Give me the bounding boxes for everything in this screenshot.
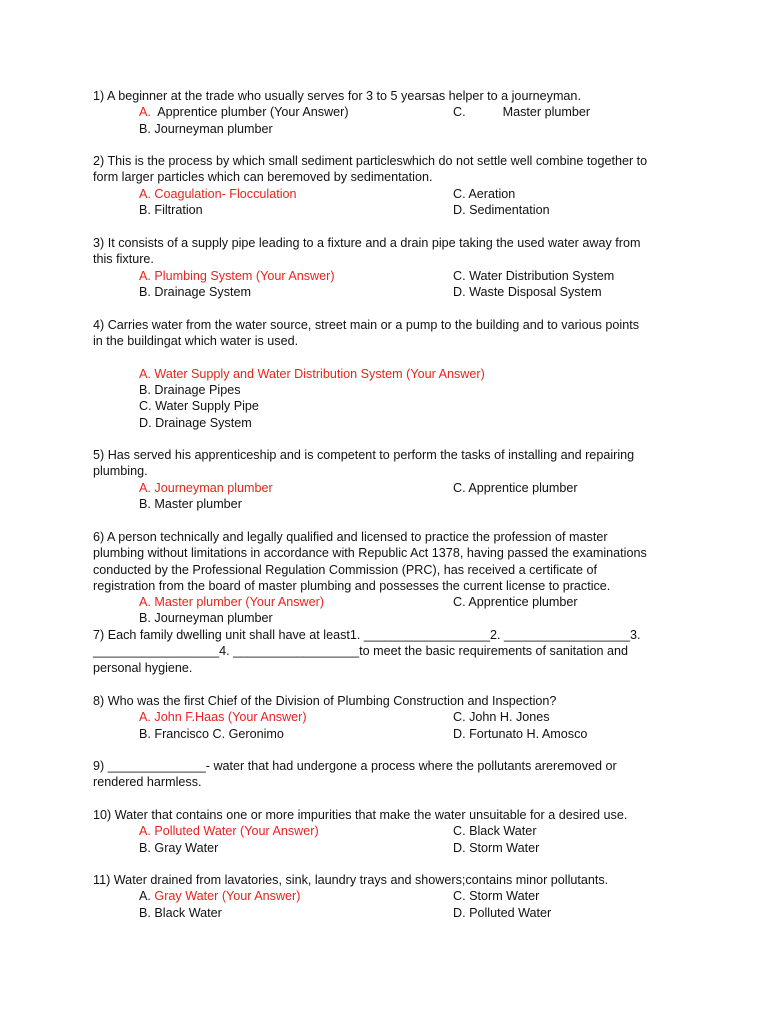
question-1-option-c (453, 104, 683, 120)
question-4-option-c: C. Water Supply Pipe (139, 399, 259, 414)
question-6-option-b: B. Journeyman plumber (139, 611, 273, 626)
question-8-option-a: A. John F.Haas (Your Answer) (139, 710, 307, 725)
option-a-text: Apprentice plumber (Your Answer) (157, 105, 349, 120)
question-10-option-a: A. Polluted Water (Your Answer) (139, 824, 319, 839)
question-5-option-b: B. Master plumber (139, 496, 242, 511)
question-6-option-c: C. Apprentice plumber (453, 595, 578, 610)
question-10-option-c: C. Black Water (453, 824, 537, 839)
question-4-option-d: D. Drainage System (139, 415, 252, 430)
question-2-stem-line-2: form larger particles which can beremoved by sedimentation. (93, 170, 433, 185)
question-8-stem: 8) Who was the first Chief of the Division of Plumbing Construction and Inspection? (93, 694, 557, 708)
question-6-stem-line-2: plumbing without limitations in accordance with Republic Act 1378, having passed the examinations (93, 546, 647, 561)
question-3-option-d: D. Waste Disposal System (453, 284, 602, 299)
question-1-stem: 1) A beginner at the trade who usually serves for 3 to 5 yearsas helper to a journeyman. (93, 89, 581, 103)
question-6-stem-line-4: registration from the board of master plumbing and possesses the current license to practice. (93, 578, 611, 593)
question-2-stem-line-1: 2) This is the process by which small sediment particleswhich do not settle well combine together to (93, 154, 648, 168)
question-5 (93, 447, 683, 512)
question-3-stem-line-1: 3) It consists of a supply pipe leading to a fixture and a drain pipe taking the used water away from (93, 236, 641, 250)
question-5-option-a: A. Journeyman plumber (139, 480, 273, 495)
question-1-option-a (139, 104, 453, 120)
question-3-option-a: A. Plumbing System (Your Answer) (139, 268, 335, 283)
question-5-stem-line-2: plumbing. (93, 464, 148, 479)
question-4-option-b: B. Drainage Pipes (139, 383, 241, 398)
question-4-option-a: A. Water Supply and Water Distribution System (Your Answer) (139, 366, 485, 381)
question-11-option-a (139, 888, 453, 904)
question-3-option-c: C. Water Distribution System (453, 268, 615, 283)
question-11-option-c: C. Storm Water (453, 889, 540, 904)
question-3-option-b: B. Drainage System (139, 284, 251, 299)
question-6-stem-line-3: conducted by the Professional Regulation Commission (PRC), has received a certificate of (93, 562, 597, 577)
question-9-stem-line-1: 9) ______________- water that had undergone a process where the pollutants areremoved or (93, 759, 617, 773)
question-11-option-b: B. Black Water (139, 905, 222, 920)
question-5-option-c: C. Apprentice plumber (453, 480, 578, 495)
question-10-option-d: D. Storm Water (453, 840, 540, 855)
question-10-option-b: B. Gray Water (139, 840, 219, 855)
question-2-option-b: B. Filtration (139, 202, 203, 217)
question-9-stem-line-2: rendered harmless. (93, 775, 202, 790)
question-8-option-d: D. Fortunato H. Amosco (453, 726, 588, 741)
question-8-option-b: B. Francisco C. Geronimo (139, 726, 284, 741)
question-11-option-d: D. Polluted Water (453, 905, 552, 920)
question-11 (93, 872, 683, 921)
question-3 (93, 235, 683, 300)
question-2-option-d: D. Sedimentation (453, 202, 550, 217)
question-8 (93, 693, 683, 742)
question-8-option-c: C. John H. Jones (453, 710, 550, 725)
question-1-option-b: B. Journeyman plumber (139, 121, 273, 136)
question-11-stem: 11) Water drained from lavatories, sink, laundry trays and showers;contains minor pollutants. (93, 873, 609, 887)
question-2 (93, 153, 683, 218)
question-7-stem-line-3: personal hygiene. (93, 660, 193, 675)
question-4-stem-line-1: 4) Carries water from the water source, street main or a pump to the building and to various points (93, 318, 639, 332)
option-a-text: Gray Water (Your Answer) (154, 889, 301, 904)
question-7-stem-line-1: 7) Each family dwelling unit shall have at least1. __________________2. __________________3. (93, 628, 641, 642)
option-c-letter: C. (453, 105, 466, 120)
question-1 (93, 88, 683, 137)
question-4 (93, 317, 683, 431)
question-5-stem-line-1: 5) Has served his apprenticeship and is competent to perform the tasks of installing and repairing (93, 448, 635, 462)
question-6 (93, 529, 683, 627)
question-3-stem-line-2: this fixture. (93, 252, 154, 267)
question-2-option-a: A. Coagulation- Flocculation (139, 186, 297, 201)
option-a-letter: A. (139, 889, 151, 904)
question-6-option-a: A. Master plumber (Your Answer) (139, 595, 325, 610)
question-10 (93, 807, 683, 856)
question-10-stem: 10) Water that contains one or more impurities that make the water unsuitable for a desired use. (93, 808, 628, 822)
question-7 (93, 627, 683, 676)
question-7-stem-line-2: __________________4. __________________to meet the basic requirements of sanitation and (93, 644, 628, 659)
option-c-text: Master plumber (502, 105, 591, 120)
question-6-stem-line-1: 6) A person technically and legally qualified and licensed to practice the profession of master (93, 530, 608, 544)
question-4-stem-line-2: in the buildingat which water is used. (93, 334, 299, 349)
question-2-option-c: C. Aeration (453, 186, 516, 201)
option-a-letter: A. (139, 105, 151, 120)
question-9 (93, 758, 683, 791)
